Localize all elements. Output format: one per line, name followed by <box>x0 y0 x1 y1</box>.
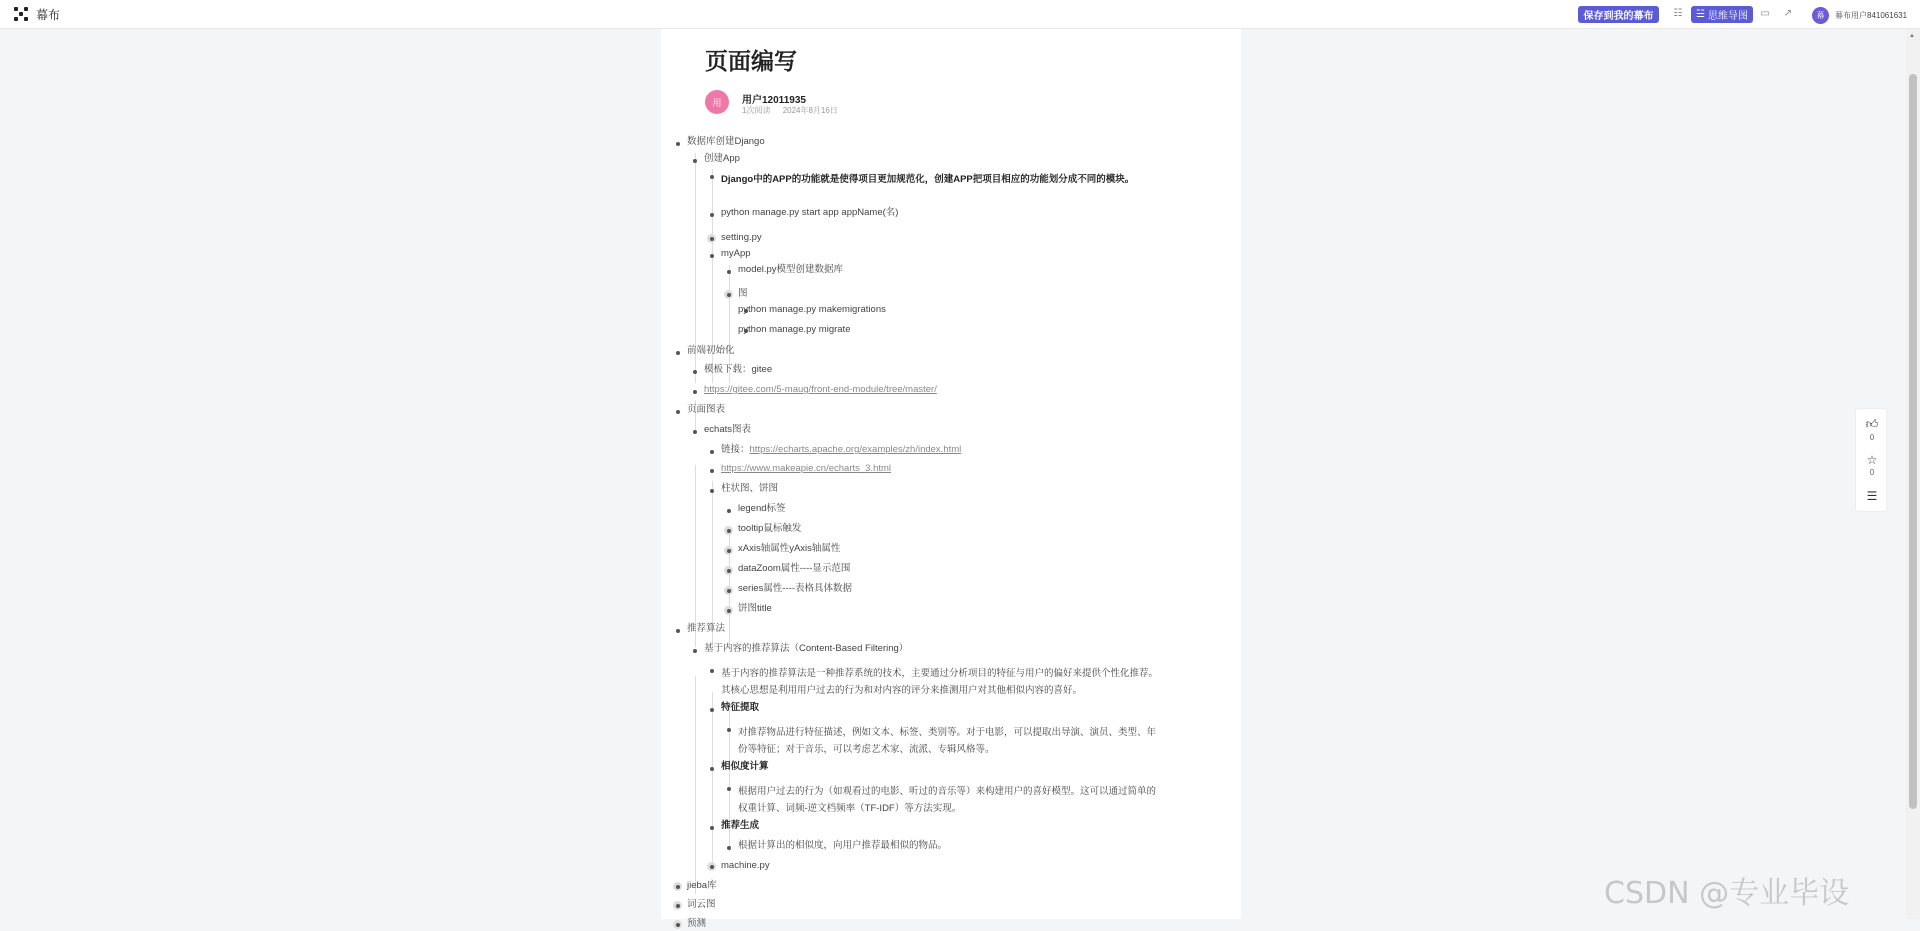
outline-item[interactable]: 基于内容的推荐算法（Content-Based Filtering） <box>704 643 909 654</box>
outline-item[interactable]: 基于内容的推荐算法是一种推荐系统的技术，主要通过分析项目的特征与用户的偏好来提供个性化推荐。其核心思想是利用用户过去的行为和对内容的评分来推测用户对其他相似内容的喜好。 <box>721 668 1159 696</box>
outline-item[interactable]: 根据用户过去的行为（如观看过的电影、听过的音乐等）来构建用户的喜好模型。这可以通过简单的权重计算、词频-逆文档频率（TF-IDF）等方法实现。 <box>738 786 1157 814</box>
outline-item[interactable]: 对推荐物品进行特征描述，例如文本、标签、类别等。对于电影，可以提取出导演、演员、类型、年份等特征；对于音乐，可以考虑艺术家、流派、专辑风格等。 <box>738 727 1157 755</box>
save-to-mubu-button[interactable]: 保存到我的幕布 <box>1578 6 1659 23</box>
list-icon: ☰ <box>1866 489 1878 503</box>
mindmap-button[interactable] <box>1691 6 1753 23</box>
outline-item[interactable]: 相似度计算 <box>721 761 769 772</box>
outline-item[interactable]: 模板下载：gitee <box>704 364 773 375</box>
outline-item[interactable]: legend标签 <box>738 503 786 514</box>
author-meta <box>742 105 838 116</box>
brand[interactable] <box>14 5 60 23</box>
publish-date: 2024年8月16日 <box>782 106 838 115</box>
outline-item[interactable] <box>721 443 961 457</box>
outline-item[interactable]: machine.py <box>721 860 770 871</box>
outline-item[interactable]: python manage.py migrate <box>738 324 851 335</box>
scroll-up-icon[interactable]: ▲ <box>1909 33 1915 39</box>
outline-item[interactable]: 页面图表 <box>687 404 726 415</box>
share-icon[interactable]: ↗ <box>1783 8 1793 19</box>
outline-item[interactable]: dataZoom属性----显示范围 <box>738 563 851 574</box>
document-page <box>661 29 1241 929</box>
outline-item[interactable]: 饼图title <box>738 603 772 614</box>
outline-item[interactable]: jieba库 <box>687 880 717 891</box>
outline-item[interactable]: 推荐生成 <box>721 820 760 831</box>
page-title: 页面编写 <box>705 49 797 75</box>
like-count: 0 <box>1869 433 1875 442</box>
outline-item[interactable]: Django中的APP的功能就是使得项目更加规范化，创建APP把项目相应的功能划分成不同的模块。 <box>721 174 1135 185</box>
outline-item[interactable]: 特征提取 <box>721 702 760 713</box>
mindmap-label: 思维导图 <box>1707 11 1748 22</box>
present-icon[interactable]: ▭ <box>1760 8 1770 19</box>
toc-button[interactable] <box>1856 489 1888 503</box>
outline-item[interactable]: myApp <box>721 248 751 259</box>
brand-name: 幕布 <box>36 7 61 22</box>
outline-item[interactable]: xAxis轴属性yAxis轴属性 <box>738 543 841 554</box>
outline-item[interactable]: 推荐算法 <box>687 623 726 634</box>
mubu-logo-icon <box>14 7 28 21</box>
outline-item[interactable]: 词云图 <box>687 899 716 910</box>
echarts-link[interactable]: https://echarts.apache.org/examples/zh/index.html <box>749 444 962 455</box>
top-bar <box>0 0 1920 29</box>
outline-item[interactable]: tooltip鼠标触发 <box>738 523 802 534</box>
outline-item[interactable]: setting.py <box>721 232 762 243</box>
outline-item[interactable]: 根据计算出的相似度，向用户推荐最相似的物品。 <box>738 840 948 851</box>
read-count: 1次阅读 <box>742 106 771 115</box>
outline-item[interactable]: 数据库创建Django <box>687 136 765 147</box>
outline-item[interactable]: model.py模型创建数据库 <box>738 264 844 275</box>
floating-action-bar <box>1855 408 1887 512</box>
outline-item[interactable]: 柱状图、饼图 <box>721 483 779 494</box>
star-icon: ☆ <box>1866 453 1878 467</box>
outline-item[interactable]: 预测 <box>687 918 707 929</box>
author-name[interactable]: 用户12011935 <box>742 95 806 106</box>
user-avatar[interactable]: 幕 <box>1812 7 1829 24</box>
thumbs-up-icon: 👍︎ <box>1865 417 1879 431</box>
outline-link[interactable]: https://www.makeapie.cn/echarts_3.html <box>721 463 892 474</box>
outline-item[interactable]: python manage.py start app appName(名) <box>721 207 899 218</box>
outline-item[interactable]: 图 <box>738 288 748 299</box>
author-avatar[interactable]: 用 <box>705 90 729 114</box>
outline-item[interactable]: echats图表 <box>704 424 751 435</box>
outline-item[interactable]: series属性----表格具体数据 <box>738 583 852 594</box>
outline-item[interactable]: 前端初始化 <box>687 345 735 356</box>
mindmap-icon: ☱ <box>1696 9 1705 20</box>
link-label: 链接： <box>721 444 750 455</box>
outline-item[interactable]: 创建App <box>704 153 740 164</box>
outline-link[interactable]: https://gitee.com/5-maug/front-end-module/tree/master/ <box>704 384 937 395</box>
favorite-count: 0 <box>1869 468 1875 477</box>
scrollbar-thumb[interactable] <box>1909 74 1917 809</box>
watermark: CSDN @专业毕设 <box>1604 876 1850 911</box>
outline-item[interactable]: python manage.py makemigrations <box>738 304 886 315</box>
favorite-button[interactable] <box>1856 453 1888 477</box>
username[interactable]: 幕布用户841061631 <box>1835 11 1908 20</box>
outline-view-icon[interactable]: ☷ <box>1673 8 1683 19</box>
scrollbar[interactable] <box>1906 29 1920 919</box>
like-button[interactable] <box>1856 417 1888 442</box>
